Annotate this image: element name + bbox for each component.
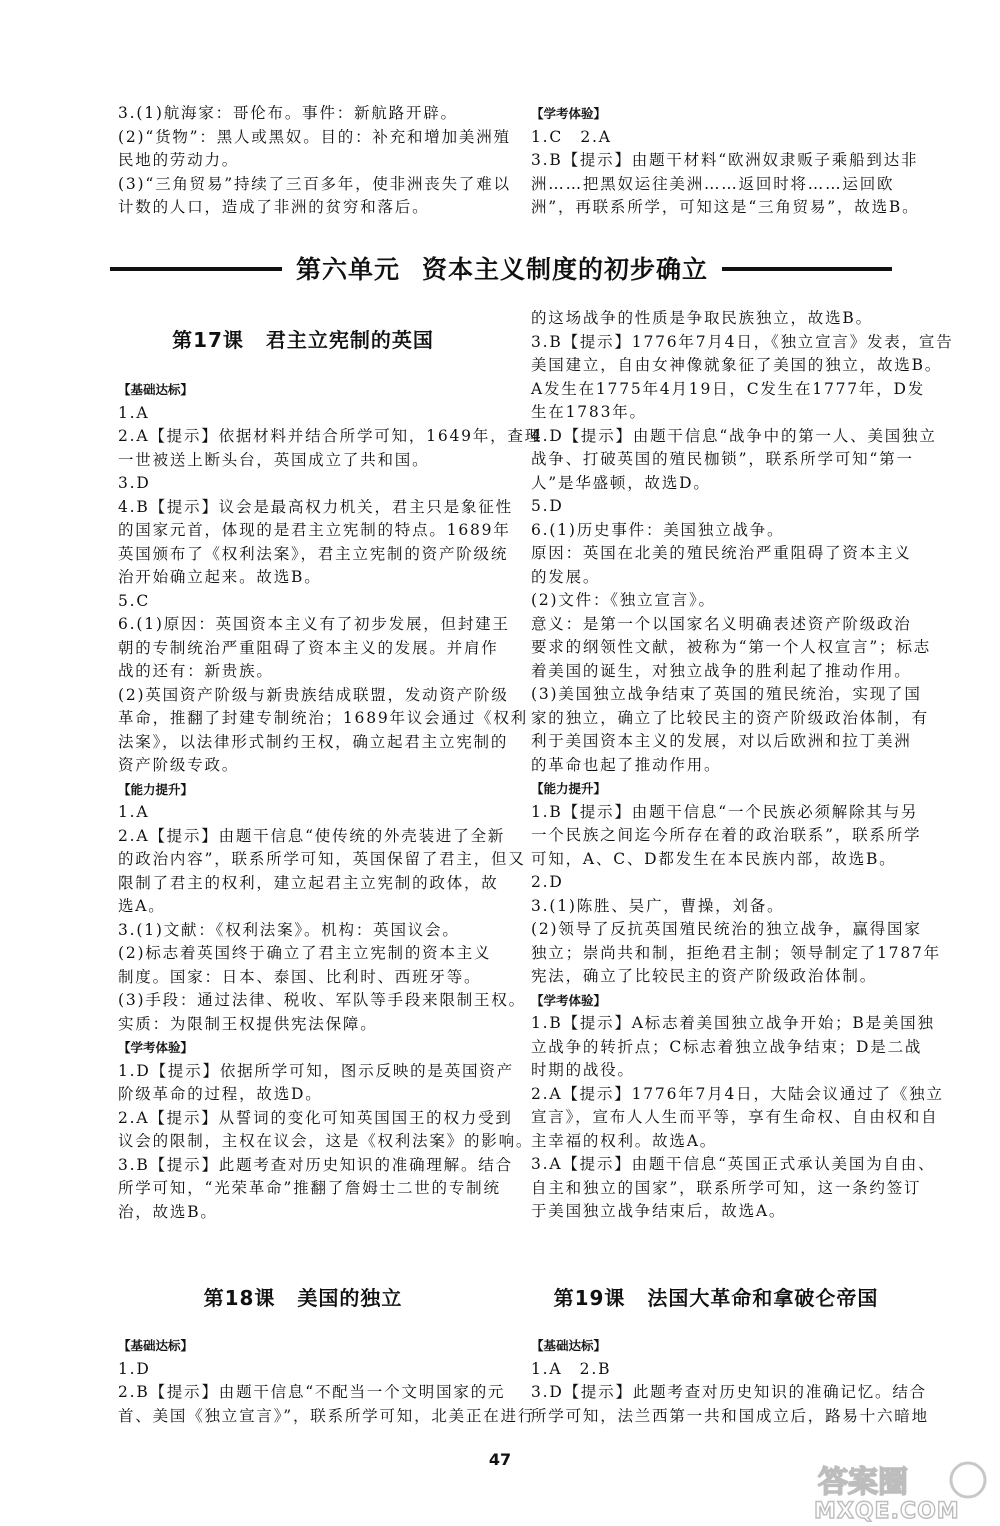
lesson-19-heading: [531, 1283, 901, 1313]
text-line: 生在1783年。: [531, 403, 647, 421]
text-line: 1.A 2.B: [531, 1359, 612, 1378]
text-line: 所学可知，“光荣革命”推翻了詹姆士二世的专制统: [118, 1179, 501, 1197]
text-line: 原因：英国在北美的殖民统治严重阻碍了资本主义: [531, 544, 912, 562]
text-line: 5.D: [531, 497, 564, 515]
text-line: 2.A【提示】依据材料并结合所学可知，1649年，查理: [118, 427, 543, 445]
section-label: 【学考体验】: [531, 992, 607, 1008]
text-line: 所学可知，法兰西第一共和国成立后，路易十六暗地: [531, 1406, 929, 1425]
unit-number: 第六单元: [295, 255, 400, 284]
lesson-title: 法国大革命和拿破仑帝国: [647, 1286, 879, 1310]
watermark-text-top: 答案圈: [818, 1465, 908, 1500]
text-line: (3)美国独立战争结束了英国的殖民统治，实现了国: [531, 685, 922, 703]
text-line: 自主和独立的国家”，联系所学可知，这一条约签订: [531, 1178, 922, 1197]
text-line: 阶级革命的过程，故选D。: [118, 1085, 323, 1103]
text-line: 洲”，再联系所学，可知这是“三角贸易”，故选B。: [531, 198, 920, 216]
text-line: 立战争的转折点；C标志着独立战争结束；D是二战: [531, 1037, 923, 1056]
text-line: 1.D: [118, 1359, 151, 1378]
text-line: 1.A: [118, 803, 150, 821]
unit-title: [282, 252, 722, 288]
lesson-number: 第19课: [553, 1286, 626, 1310]
text-line: 美国建立，自由女神像就象征了美国的独立，故选B。: [531, 356, 943, 374]
text-line: 的这场战争的性质是争取民族独立，故选B。: [531, 309, 873, 327]
text-line: A发生在1775年4月19日，C发生在1777年，D发: [531, 379, 926, 398]
text-line: 英国颁布了《权利法案》，君主立宪制的资产阶级统: [118, 544, 509, 563]
text-line: 战的还有：新贵族。: [118, 662, 274, 680]
left-column: [118, 378, 543, 1224]
section-label: 【基础达标】: [118, 1338, 194, 1353]
text-line: 6.(1)原因：英国资本主义有了初步发展，但封建王: [118, 615, 510, 633]
text-line: 3.(1)文献：《权利法案》。机构：英国议会。: [118, 920, 460, 939]
page-number: 47: [488, 1450, 512, 1469]
text-line: 的政治内容”，联系所学可知，英国保留了君主，但又: [118, 850, 526, 868]
text-line: 于美国独立战争结束后，故选A。: [531, 1202, 787, 1220]
text-line: (2)“货物”：黑人或黑奴。目的：补充和增加美洲殖: [118, 127, 511, 146]
text-line: 首、美国《独立宣言》”，联系所学可知，北美正在进行: [118, 1406, 536, 1425]
text-line: 时期的战役。: [531, 1061, 635, 1079]
watermark-circle-icon: [951, 1463, 985, 1497]
text-line: 2.A【提示】由题干信息“使传统的外壳装进了全新: [118, 826, 506, 845]
text-line: 3.D: [118, 474, 151, 492]
lesson-number: 第18课: [203, 1286, 276, 1310]
text-line: 1.B【提示】由题干信息“一个民族必须解除其与另: [531, 802, 919, 821]
text-line: 主幸福的权利。故选A。: [531, 1131, 717, 1150]
text-line: 着美国的诞生，对独立战争的胜利起了推动作用。: [531, 661, 912, 680]
text-line: 宪法，确立了比较民主的资产阶级政治体制。: [531, 967, 878, 985]
text-line: 限制了君主的权利，建立起君主立宪制的政体，故: [118, 873, 499, 892]
text-line: (2)标志着英国终于确立了君主立宪制的资本主义: [118, 944, 492, 962]
text-line: 4.D【提示】由题干信息“战争中的第一人、美国独立: [531, 426, 937, 445]
text-line: 制度。国家：日本、泰国、比利时、西班牙等。: [118, 967, 482, 986]
section-label: 【能力提升】: [118, 781, 194, 797]
text-line: 4.B【提示】议会是最高权力机关，君主只是象征性: [118, 497, 513, 516]
text-line: 洲……把黑奴运往美洲……返回时将……运回欧: [531, 174, 895, 193]
top-right-block: [531, 102, 920, 220]
section-label: 【学考体验】: [118, 1040, 194, 1055]
text-line: 1.C 2.A: [531, 127, 612, 146]
text-line: 3.B【提示】1776年7月4日，《独立宣言》发表，宣告: [531, 332, 954, 351]
text-line: 的革命也起了推动作用。: [531, 755, 722, 774]
text-line: 5.C: [118, 591, 151, 610]
lesson-title: 君主立宪制的英国: [265, 328, 434, 352]
text-line: 计数的人口，造成了非洲的贫穷和落后。: [118, 198, 430, 216]
right-bottom-block: [531, 1334, 929, 1428]
section-label: 【学考体验】: [531, 106, 607, 121]
section-label: 【基础达标】: [118, 382, 194, 397]
left-bottom-block: [118, 1334, 536, 1428]
text-line: 一世被送上断头台，英国成立了共和国。: [118, 450, 430, 469]
text-line: 6.(1)历史事件：美国独立战争。: [531, 520, 785, 539]
text-line: 2.D: [531, 873, 564, 891]
text-line: 1.A: [118, 403, 150, 422]
text-line: 2.A【提示】1776年7月4日，大陆会议通过了《独立: [531, 1084, 944, 1103]
text-line: 3.B【提示】由题干材料“欧洲奴隶贩子乘船到达非: [531, 151, 919, 169]
text-line: 1.B【提示】A标志着美国独立战争开始；B是美国独: [531, 1014, 935, 1032]
watermark-logo: [810, 1458, 990, 1522]
text-line: (3)手段：通过法律、税收、军队等手段来限制王权。: [118, 991, 526, 1009]
section-label: 【基础达标】: [531, 1338, 607, 1353]
text-line: 独立；崇尚共和制，拒绝君主制；领导制定了1787年: [531, 943, 941, 962]
text-line: 一个民族之间迄今所存在着的政治联系”，联系所学: [531, 826, 922, 844]
text-line: 民地的劳动力。: [118, 151, 240, 169]
text-line: 3.(1)陈胜、吴广，曹操，刘备。: [531, 896, 785, 915]
text-line: (2)英国资产阶级与新贵族结成联盟，发动资产阶级: [118, 685, 509, 704]
top-left-block: [118, 102, 511, 220]
text-line: 治，故选B。: [118, 1202, 218, 1221]
text-line: 家的独立，确立了比较民主的资产阶级政治体制，有: [531, 708, 929, 727]
text-line: 3.(1)航海家：哥伦布。事件：新航路开辟。: [118, 104, 458, 122]
text-line: 的发展。: [531, 567, 601, 586]
unit-rule-left: [110, 267, 282, 271]
text-line: 意义：是第一个以国家名义明确表述资产阶级政治: [531, 614, 912, 633]
text-line: 革命，推翻了封建专制统治；1689年议会通过《权利: [118, 709, 528, 727]
text-line: 资产阶级专政。: [118, 756, 240, 774]
text-line: 1.D【提示】依据所学可知，图示反映的是英国资产: [118, 1061, 514, 1080]
text-line: 朝的专制统治严重阻碍了资本主义的发展。并肩作: [118, 638, 499, 657]
lesson-number: 第17课: [172, 328, 244, 352]
lesson-18-heading: [118, 1283, 488, 1313]
text-line: 实质：为限制王权提供宪法保障。: [118, 1014, 378, 1033]
section-label: 【能力提升】: [531, 781, 607, 796]
text-line: (2)领导了反抗英国殖民统治的独立战争，赢得国家: [531, 920, 922, 938]
text-line: 2.A【提示】从誓词的变化可知英国国王的权力受到: [118, 1108, 513, 1127]
right-column: [531, 307, 954, 1224]
text-line: 利于美国资本主义的发展，对以后欧洲和拉丁美洲: [531, 732, 912, 750]
watermark-text-bottom: MXQE.COM: [814, 1499, 960, 1524]
unit-rule-right: [722, 267, 892, 271]
lesson-17-heading: [118, 325, 488, 355]
text-line: 战争、打破英国的殖民枷锁”，联系所学可知“第一: [531, 450, 914, 468]
text-line: 宣言》，宣布人人生而平等，享有生命权、自由权和自: [531, 1108, 939, 1126]
text-line: 议会的限制，主权在议会，这是《权利法案》的影响。: [118, 1132, 534, 1150]
unit-header: [110, 252, 892, 288]
text-line: 要求的纲领性文献，被称为“第一个人权宣言”；标志: [531, 638, 932, 656]
text-line: 3.D【提示】此题考查对历史知识的准确记忆。结合: [531, 1383, 927, 1401]
text-line: 3.B【提示】此题考查对历史知识的准确理解。结合: [118, 1155, 513, 1174]
text-line: 的国家元首，体现的是君主立宪制的特点。1689年: [118, 521, 511, 539]
text-line: 可知，A、C、D都发生在本民族内部，故选B。: [531, 849, 897, 868]
watermark-svg: [810, 1458, 990, 1522]
text-line: (2)文件：《独立宣言》。: [531, 591, 716, 609]
text-line: (3)“三角贸易”持续了三百多年，使非洲丧失了难以: [118, 174, 511, 193]
text-line: 治开始确立起来。故选B。: [118, 568, 322, 586]
text-line: 选A。: [118, 897, 166, 915]
text-line: 人”是华盛顿，故选D。: [531, 473, 711, 492]
text-line: 2.B【提示】由题干信息“不配当一个文明国家的元: [118, 1383, 506, 1401]
text-line: 法案》，以法律形式制约王权，确立起君主立宪制的: [118, 732, 509, 751]
unit-name: 资本主义制度的初步确立: [422, 255, 709, 284]
lesson-title: 美国的独立: [297, 1286, 403, 1310]
text-line: 3.A【提示】由题干信息“英国正式承认美国为自由、: [531, 1155, 936, 1173]
